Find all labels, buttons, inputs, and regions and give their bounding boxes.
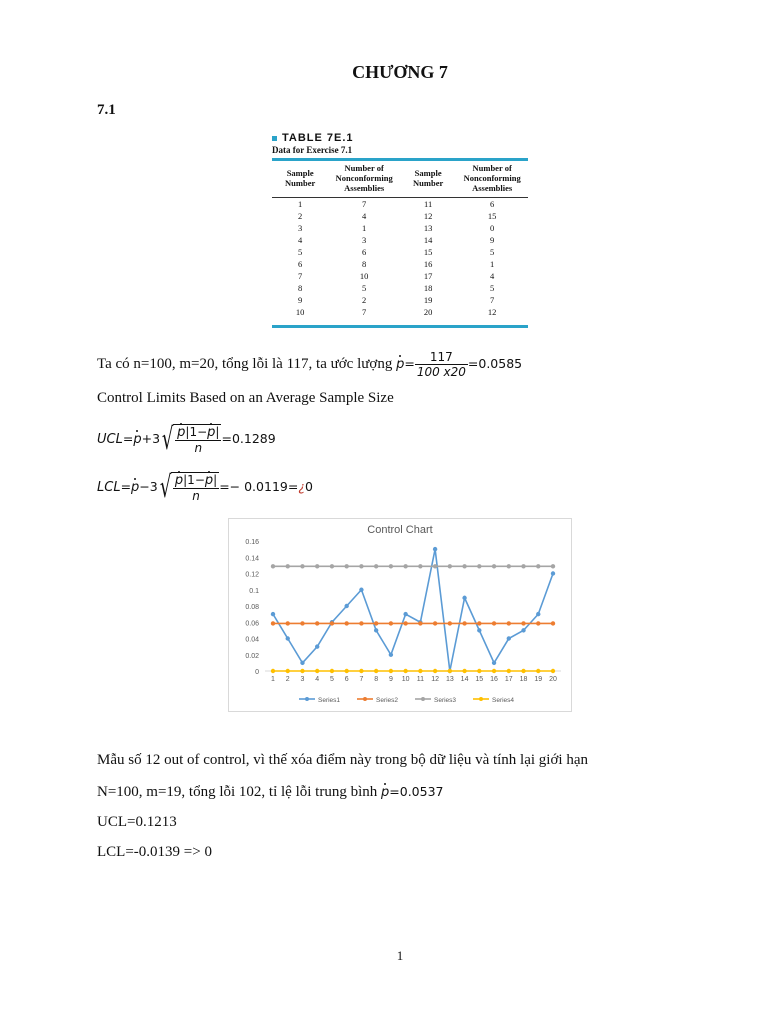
series-3-point: [418, 564, 422, 568]
ucl-result: =0.1289: [221, 430, 276, 446]
series-4-point: [359, 669, 363, 673]
series-4-point: [536, 669, 540, 673]
series-2-point: [521, 621, 525, 625]
x-tick-label: 13: [445, 676, 454, 683]
section-heading: 7.1: [97, 102, 116, 118]
table-row: [272, 282, 528, 294]
series-1-point: [536, 612, 540, 616]
series-4-point: [344, 669, 348, 673]
table-row: [272, 234, 528, 246]
series-4-point: [492, 669, 496, 673]
estimate-line: Ta có n=100, m=20, tổng lỗi là 117, ta ước lượng p= $\frac{117}{100 x20}$ =0.0585: [97, 350, 523, 379]
series-4-point: [462, 669, 466, 673]
series-1-point: [492, 661, 496, 665]
series-3-point: [271, 564, 275, 568]
col-header-nonconforming-1: Number of Nonconforming Assemblies: [328, 161, 400, 198]
legend-label: Series3: [434, 697, 457, 704]
series-4-point: [271, 669, 275, 673]
table-cell: 12: [487, 307, 497, 317]
page-title: CHƯƠNG 7: [352, 62, 448, 82]
table-cell: 15: [423, 247, 433, 257]
table-cell: 5: [362, 283, 367, 293]
table-cell: 11: [424, 199, 433, 209]
table-cell: 5: [490, 283, 495, 293]
table-cell: 3: [362, 235, 367, 245]
page-number: 1: [396, 948, 404, 963]
table-cell: 10: [295, 307, 305, 317]
y-tick-label: 0.12: [245, 571, 259, 579]
y-tick-label: 0.02: [245, 652, 259, 660]
series-3-point: [536, 564, 540, 568]
table-row: [272, 258, 528, 270]
series-2-point: [536, 621, 540, 625]
table-rule-bottom: [272, 325, 528, 328]
lcl-value-line: LCL=-0.0139 => 0: [97, 844, 212, 860]
x-tick-label: 2: [285, 676, 290, 683]
lcl-formula: LCL=p−3√ $\frac{p|1-p|}{n}$ =− 0.0119=¿0: [97, 470, 313, 505]
series-3-point: [286, 564, 290, 568]
series-line-1: [273, 549, 553, 671]
series-1-point: [344, 604, 348, 608]
ucl-value-line: UCL=0.1213: [97, 814, 177, 830]
legend-swatch-marker: [421, 697, 425, 701]
table-row: [272, 246, 528, 258]
recalc-line: N=100, m=19, tổng lỗi 102, tỉ lệ lỗi trung bình p=0.0537: [97, 784, 444, 800]
control-limits-heading: Control Limits Based on an Average Sample Size: [97, 390, 394, 406]
series-2-point: [448, 621, 452, 625]
series-4-point: [374, 669, 378, 673]
x-tick-label: 17: [504, 676, 513, 683]
x-tick-label: 16: [490, 676, 498, 683]
table-cell: 6: [298, 259, 303, 269]
table-subheading: Data for Exercise 7.1: [272, 145, 353, 155]
chart-title: Control Chart: [367, 524, 433, 536]
series-2-point: [507, 621, 511, 625]
series-2-point: [300, 621, 304, 625]
series-3-point: [492, 564, 496, 568]
series-4-point: [521, 669, 525, 673]
table-image: [272, 128, 528, 328]
table-marker-icon: [272, 136, 277, 141]
series-1-point: [271, 612, 275, 616]
col-header-sample-1: Sample Number: [272, 161, 328, 198]
series-3-point: [462, 564, 466, 568]
fraction-numerator: 117: [415, 350, 468, 365]
ucl-label: UCL: [97, 431, 123, 447]
x-tick-label: 10: [401, 676, 410, 683]
y-tick-label: 0.08: [245, 604, 259, 611]
table-cell: 1: [362, 223, 367, 233]
table-cell: 4: [298, 235, 303, 245]
series-1-point: [477, 628, 481, 632]
table-cell: 20: [423, 307, 433, 317]
table-cell: 6: [362, 247, 367, 257]
series-3-point: [477, 564, 481, 568]
lcl-label: LCL: [97, 479, 121, 495]
series-4-point: [389, 669, 393, 673]
table-cell: 1: [298, 199, 303, 209]
x-tick-label: 14: [460, 676, 469, 683]
series-1-point: [389, 653, 393, 657]
series-3-point: [330, 564, 334, 568]
x-tick-label: 12: [431, 676, 440, 683]
y-tick-label: 0.14: [245, 555, 259, 563]
series-2-point: [462, 621, 466, 625]
table-cell: 7: [490, 295, 495, 305]
table-cell: 19: [423, 295, 433, 305]
lcl-result: =− 0.0119=: [219, 478, 299, 494]
col-header-sample-2: Sample Number: [400, 161, 456, 198]
recalc-result: =0.0537: [389, 784, 444, 799]
series-2-point: [315, 621, 319, 625]
series-3-point: [551, 564, 555, 568]
series-2-point: [433, 621, 437, 625]
table-row: [272, 198, 528, 211]
lcl-glyph: ¿: [298, 478, 305, 494]
series-3-point: [300, 564, 304, 568]
series-3-point: [507, 564, 511, 568]
y-tick-label: 0: [255, 669, 259, 676]
series-3-point: [521, 564, 525, 568]
recalc-text: N=100, m=19, tổng lỗi 102, tỉ lệ lỗi trung bình: [97, 784, 381, 800]
table-cell: 8: [362, 259, 367, 269]
lcl-operator: −3: [139, 478, 158, 494]
table-cell: 6: [490, 199, 495, 209]
series-1-point: [551, 571, 555, 575]
estimate-fraction: [415, 350, 468, 379]
series-2-point: [374, 621, 378, 625]
series-3-point: [403, 564, 407, 568]
x-tick-label: 9: [388, 676, 393, 683]
table-cell: 1: [490, 259, 495, 269]
series-4-point: [403, 669, 407, 673]
x-tick-label: 5: [329, 676, 334, 683]
x-tick-label: 20: [549, 676, 557, 683]
p-bar-symbol: p: [396, 356, 405, 372]
series-3-point: [389, 564, 393, 568]
series-4-point: [286, 669, 290, 673]
series-2-point: [418, 621, 422, 625]
series-1-point: [433, 547, 437, 551]
sqrt-icon: √: [159, 470, 172, 505]
series-4-point: [477, 669, 481, 673]
x-tick-label: 7: [359, 676, 364, 683]
table-cell: 3: [298, 223, 303, 233]
table-row: [272, 306, 528, 318]
series-4-point: [300, 669, 304, 673]
series-4-point: [315, 669, 319, 673]
series-2-point: [286, 621, 290, 625]
table-cell: 10: [359, 271, 369, 281]
note-line: Mẫu số 12 out of control, vì thế xóa điểm này trong bộ dữ liệu và tính lại giới hạn: [97, 752, 588, 768]
data-table: [272, 161, 528, 318]
series-1-point: [359, 588, 363, 592]
control-chart: [228, 518, 572, 712]
table-heading: TABLE 7E.1: [282, 132, 354, 144]
control-chart-svg: [229, 519, 571, 711]
table-cell: 9: [490, 235, 495, 245]
series-1-point: [315, 644, 319, 648]
table-cell: 8: [298, 283, 303, 293]
table-cell: 14: [423, 235, 433, 245]
x-tick-label: 18: [519, 676, 528, 683]
table-row: [272, 210, 528, 222]
series-1-point: [462, 596, 466, 600]
series-2-point: [477, 621, 481, 625]
series-1-point: [507, 636, 511, 640]
estimate-result: =0.0585: [467, 355, 523, 371]
y-tick-label: 0.16: [245, 539, 259, 546]
table-cell: 13: [423, 223, 433, 233]
series-4-point: [507, 669, 511, 673]
legend-swatch-marker: [363, 697, 367, 701]
series-3-point: [433, 564, 437, 568]
legend-label: Series4: [492, 697, 515, 704]
series-2-point: [271, 621, 275, 625]
series-4-point: [418, 669, 422, 673]
ucl-formula: UCL=p+3√ $\frac{p|1-p|}{n}$ =0.1289: [97, 422, 276, 457]
sqrt-icon: √: [161, 422, 174, 457]
fraction-denominator: 100 x20: [416, 365, 466, 379]
table-cell: 0: [490, 223, 495, 233]
series-1-point: [374, 628, 378, 632]
series-2-point: [403, 621, 407, 625]
series-2-point: [344, 621, 348, 625]
series-1-point: [300, 661, 304, 665]
x-tick-label: 11: [416, 676, 425, 683]
legend-swatch-marker: [479, 697, 483, 701]
lcl-tail: 0: [304, 478, 313, 494]
table-cell: 5: [490, 247, 495, 257]
table-cell: 4: [362, 211, 367, 221]
table-cell: 7: [298, 271, 303, 281]
legend-label: Series1: [318, 697, 341, 704]
series-2-point: [330, 621, 334, 625]
table-cell: 4: [490, 271, 495, 281]
x-tick-label: 19: [534, 676, 543, 683]
series-4-point: [330, 669, 334, 673]
legend-swatch-marker: [305, 697, 309, 701]
legend-label: Series2: [376, 697, 399, 704]
table-cell: 5: [298, 247, 303, 257]
series-2-point: [389, 621, 393, 625]
table-cell: 16: [423, 259, 433, 269]
series-1-point: [403, 612, 407, 616]
table-cell: 9: [298, 295, 303, 305]
estimate-text: Ta có n=100, m=20, tổng lỗi là 117, ta ước lượng: [97, 355, 397, 372]
series-3-point: [359, 564, 363, 568]
table-row: [272, 270, 528, 282]
table-cell: 17: [423, 271, 433, 281]
series-4-point: [551, 669, 555, 673]
series-1-point: [286, 636, 290, 640]
table-cell: 2: [298, 211, 303, 221]
ucl-operator: +3: [141, 430, 161, 446]
x-tick-label: 3: [300, 676, 305, 683]
series-1-point: [521, 628, 525, 632]
x-tick-label: 4: [315, 676, 320, 683]
series-3-point: [374, 564, 378, 568]
x-tick-label: 1: [271, 676, 275, 683]
series-2-point: [492, 621, 496, 625]
table-cell: 18: [423, 283, 433, 293]
series-3-point: [344, 564, 348, 568]
y-tick-label: 0.04: [245, 636, 259, 644]
table-cell: 7: [362, 307, 367, 317]
y-tick-label: 0.1: [249, 587, 259, 595]
series-3-point: [448, 564, 452, 568]
col-header-nonconforming-2: Number of Nonconforming Assemblies: [456, 161, 528, 198]
series-3-point: [315, 564, 319, 568]
table-cell: 2: [362, 295, 367, 305]
table-cell: 15: [487, 211, 497, 221]
x-tick-label: 6: [344, 676, 349, 683]
table-cell: 12: [423, 211, 433, 221]
table-cell: 7: [362, 199, 367, 209]
table-row: [272, 294, 528, 306]
series-4-point: [433, 669, 437, 673]
series-2-point: [359, 621, 363, 625]
x-tick-label: 8: [374, 676, 379, 683]
series-2-point: [551, 621, 555, 625]
table-row: [272, 222, 528, 234]
series-4-point: [448, 669, 452, 673]
y-tick-label: 0.06: [245, 620, 259, 628]
x-tick-label: 15: [475, 676, 484, 683]
